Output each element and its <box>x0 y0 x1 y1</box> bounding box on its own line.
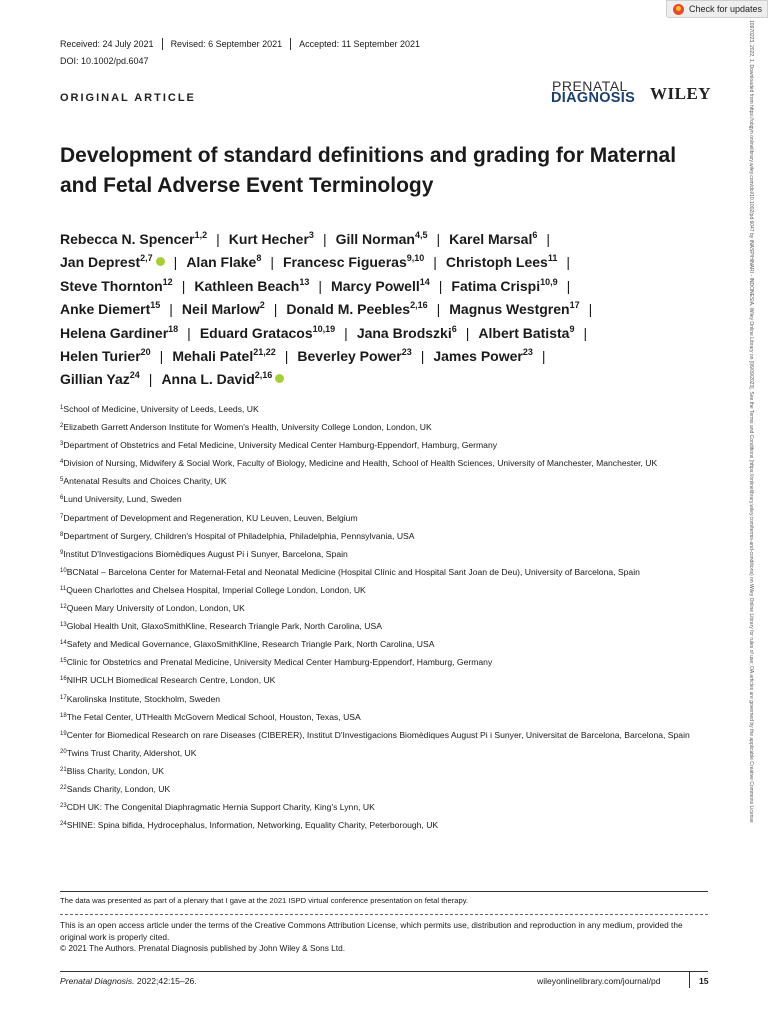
affiliation-item <box>60 527 730 545</box>
author-name: Alan Flake <box>186 254 257 271</box>
author-name: James Power <box>433 348 523 365</box>
author-name: Marcy Powell <box>331 277 420 294</box>
author-line <box>60 368 700 391</box>
author-line <box>60 345 700 368</box>
affiliation-text: School of Medicine, University of Leeds, Leeds, UK <box>63 404 259 414</box>
author-affiliation-ref: 2,16 <box>410 300 428 311</box>
author-affiliation-ref: 6 <box>532 230 538 240</box>
author-name: Anke Diemert <box>60 301 151 318</box>
copyright-text: © 2021 The Authors. Prenatal Diagnosis published by John Wiley & Sons Ltd. <box>60 943 345 953</box>
author-affiliation-ref: 23 <box>401 347 412 358</box>
license-text: This is an open access article under the terms of the Creative Commons Attribution License, which permits use, distribution and reproduction in any medium, provided the original work is properly cited. <box>60 920 683 942</box>
author-name: Eduard Gratacos <box>199 324 313 341</box>
affiliation-number: 15 <box>60 658 67 665</box>
affiliation-number: 21 <box>60 766 67 773</box>
affiliation-text: Department of Surgery, Children's Hospital of Philadelphia, Philadelphia, Pennsylvania, USA <box>63 530 415 541</box>
author-separator: | <box>187 324 191 341</box>
author-name: Helen Turier <box>60 348 141 365</box>
author-name: Magnus Westgren <box>449 301 570 318</box>
affiliation-text: Queen Mary University of London, London, UK <box>66 603 245 614</box>
download-watermark <box>748 20 760 1010</box>
author-affiliation-ref: 6 <box>451 323 457 334</box>
author-separator: | <box>588 301 593 318</box>
affiliation-number: 11 <box>60 585 67 592</box>
affiliation-text: Institut D'Investigacions Biomèdiques August Pi i Sunyer, Barcelona, Spain <box>63 548 348 559</box>
author-separator: | <box>465 324 470 341</box>
author-affiliation-ref: 10,19 <box>312 323 336 334</box>
affiliation-text: CDH UK: The Congenital Diaphragmatic Hernia Support Charity, King's Lynn, UK <box>66 802 375 813</box>
author-separator: | <box>420 348 425 365</box>
affiliation-text: Safety and Medical Governance, GlaxoSmithKline, Research Triangle Park, North Carolina, USA <box>66 639 435 650</box>
author-name: Fatima Crispi <box>451 277 541 294</box>
author-affiliation-ref: 24 <box>129 370 140 381</box>
affiliation-number: 5 <box>60 477 64 484</box>
author-separator: | <box>344 324 348 341</box>
divider <box>60 891 708 892</box>
affiliation-item <box>60 581 730 599</box>
affiliation-item <box>60 726 730 744</box>
affiliation-text: Queen Charlottes and Chelsea Hospital, Imperial College London, London, UK <box>66 584 366 595</box>
affiliation-item <box>60 653 730 671</box>
author-name: Donald M. Peebles <box>286 301 411 318</box>
author-line <box>60 322 700 345</box>
affiliation-text: Department of Obstetrics and Fetal Medicine, University Medical Center Hamburg-Eppendorf, Hamburg, Germany <box>63 440 498 451</box>
affiliation-item <box>60 708 730 726</box>
author-line <box>60 251 700 274</box>
author-separator: | <box>216 231 220 247</box>
author-separator: | <box>436 231 441 247</box>
author-affiliation-ref: 14 <box>419 276 430 287</box>
footnote: The data was presented as part of a plenary that I gave at the 2021 ISPD virtual conference presentation on fetal therapy. <box>60 896 469 905</box>
author-affiliation-ref: 23 <box>522 347 533 358</box>
author-affiliation-ref: 9,10 <box>406 253 425 264</box>
journal-logo-line2: DIAGNOSIS <box>551 90 636 106</box>
affiliation-number: 2 <box>60 423 64 430</box>
page-number: 15 <box>699 976 709 986</box>
affiliation-item <box>60 472 730 490</box>
affiliation-item <box>60 671 730 689</box>
affiliation-item <box>60 816 730 834</box>
author-line <box>60 298 700 321</box>
author-affiliation-ref: 13 <box>299 276 310 287</box>
journal-url[interactable]: wileyonlinelibrary.com/journal/pd <box>537 976 661 986</box>
author-name: Albert Batista <box>478 324 570 341</box>
accepted-date: Accepted: 11 September 2021 <box>299 39 421 49</box>
license-block <box>60 920 710 955</box>
author-affiliation-ref: 18 <box>168 323 179 334</box>
check-updates-label: Check for updates <box>689 4 763 14</box>
author-separator: | <box>169 301 173 318</box>
journal-citation <box>60 976 197 986</box>
affiliation-item <box>60 400 730 418</box>
affiliation-item <box>60 563 730 581</box>
author-line <box>60 228 700 251</box>
affiliation-number: 14 <box>60 640 67 647</box>
orcid-icon[interactable] <box>275 374 284 383</box>
divider <box>60 914 708 915</box>
divider <box>162 38 163 50</box>
affiliation-item <box>60 798 730 816</box>
affiliation-item <box>60 490 730 508</box>
author-name: Jana Brodszki <box>356 324 452 341</box>
divider <box>290 38 291 50</box>
affiliation-number: 4 <box>60 459 64 466</box>
author-affiliation-ref: 2,7 <box>140 253 153 264</box>
author-separator: | <box>438 277 443 294</box>
affiliation-text: Clinic for Obstetrics and Prenatal Medicine, University Medical Center Hamburg-Eppendorf, Hamburg, Germany <box>66 657 493 668</box>
author-name: Mehali Patel <box>172 348 254 365</box>
affiliation-text: The Fetal Center, UTHealth McGovern Medical School, Houston, Texas, USA <box>66 711 361 722</box>
publisher-logo: WILEY <box>650 84 712 103</box>
author-separator: | <box>546 231 551 247</box>
affiliation-text: Karolinska Institute, Stockholm, Sweden <box>66 693 221 704</box>
affiliation-number: 12 <box>60 604 67 611</box>
article-type: ORIGINAL ARTICLE <box>60 92 196 104</box>
affiliation-number: 20 <box>60 748 67 755</box>
affiliation-text: Bliss Charity, London, UK <box>66 765 164 776</box>
affiliation-number: 13 <box>60 622 67 629</box>
author-affiliation-ref: 10,9 <box>540 276 558 287</box>
author-separator: | <box>284 348 289 365</box>
author-separator: | <box>270 254 274 271</box>
author-affiliation-ref: 2,16 <box>254 370 273 381</box>
author-name: Christoph Lees <box>445 254 548 271</box>
author-affiliation-ref: 11 <box>547 253 558 264</box>
received-date: Received: 24 July 2021 <box>60 39 154 49</box>
affiliation-text: Center for Biomedical Research on rare Diseases (CIBERER), Institut D'Investigacions Biomèdiques August Pi i Sunyer, Universitat de Barcelona, Barcelona, Spain <box>66 729 690 740</box>
revised-date: Revised: 6 September 2021 <box>170 39 283 49</box>
author-affiliation-ref: 8 <box>256 253 262 264</box>
affiliation-number: 7 <box>60 513 64 520</box>
affiliation-number: 8 <box>60 531 64 538</box>
author-separator: | <box>566 254 570 271</box>
affiliation-number: 10 <box>60 567 67 574</box>
journal-name: Prenatal Diagnosis. <box>60 976 135 986</box>
affiliations-list <box>60 400 730 834</box>
affiliation-number: 9 <box>60 549 64 556</box>
author-separator: | <box>173 254 178 271</box>
author-name: Francesc Figueras <box>283 254 407 271</box>
author-affiliation-ref: 9 <box>569 323 575 334</box>
author-affiliation-ref: 21,22 <box>253 347 276 358</box>
author-name: Gillian Yaz <box>60 371 130 388</box>
author-name: Rebecca N. Spencer <box>60 231 195 247</box>
divider <box>689 972 690 988</box>
affiliation-text: Lund University, Lund, Sweden <box>63 494 182 505</box>
article-history <box>60 38 420 50</box>
author-separator: | <box>181 277 186 294</box>
author-name: Jan Deprest <box>60 254 141 271</box>
journal-logo-line1: PRENATAL <box>552 78 628 94</box>
doi[interactable]: DOI: 10.1002/pd.6047 <box>60 56 149 66</box>
author-separator: | <box>583 324 588 341</box>
author-affiliation-ref: 12 <box>162 276 173 287</box>
author-affiliation-ref: 1,2 <box>194 230 208 240</box>
affiliation-text: Global Health Unit, GlaxoSmithKline, Research Triangle Park, North Carolina, USA <box>66 621 382 632</box>
affiliation-number: 23 <box>60 803 67 810</box>
author-affiliation-ref: 4,5 <box>414 230 428 240</box>
affiliation-item <box>60 635 730 653</box>
author-affiliation-ref: 3 <box>308 230 314 240</box>
author-name: Gill Norman <box>335 231 415 247</box>
affiliation-item <box>60 780 730 798</box>
affiliation-number: 16 <box>60 676 67 683</box>
affiliation-text: BCNatal – Barcelona Center for Maternal-Fetal and Neonatal Medicine (Hospital Clínic and Hospital Sant Joan de Deu), University of Barcelona, Spain <box>66 566 640 577</box>
affiliation-text: Twins Trust Charity, Aldershot, UK <box>66 747 197 758</box>
author-separator: | <box>148 371 153 388</box>
author-name: Beverley Power <box>297 348 402 365</box>
affiliation-text: NIHR UCLH Biomedical Research Centre, London, UK <box>66 675 276 686</box>
author-name: Anna L. David <box>161 371 255 388</box>
author-line <box>60 275 700 298</box>
affiliation-text: Antenatal Results and Choices Charity, UK <box>63 476 227 487</box>
volume-pages: 2022;42:15–26. <box>134 976 197 986</box>
author-separator: | <box>318 277 323 294</box>
affiliation-number: 19 <box>60 730 67 737</box>
affiliation-text: Department of Development and Regeneration, KU Leuven, Leuven, Belgium <box>63 512 358 523</box>
affiliation-number: 1 <box>60 405 64 411</box>
affiliation-number: 3 <box>60 441 64 448</box>
affiliation-number: 6 <box>60 495 64 502</box>
affiliation-item <box>60 545 730 563</box>
affiliation-item <box>60 617 730 635</box>
author-separator: | <box>159 348 164 365</box>
author-list <box>60 228 700 392</box>
orcid-icon[interactable] <box>156 257 165 266</box>
author-affiliation-ref: 17 <box>569 300 580 311</box>
author-separator: | <box>436 301 441 318</box>
author-name: Karel Marsal <box>449 231 533 247</box>
affiliation-item <box>60 762 730 780</box>
affiliation-item <box>60 744 730 762</box>
author-separator: | <box>273 301 278 318</box>
article-title: Development of standard definitions and grading for Maternal and Fetal Adverse Event Terminology <box>60 144 677 197</box>
affiliation-number: 18 <box>60 712 67 719</box>
affiliation-item <box>60 418 730 436</box>
affiliation-number: 24 <box>60 821 67 828</box>
download-watermark-text: 10970223, 2022, 1, Downloaded from https://obgyn.onlinelibrary.wiley.com/doi/10.1002/pd.6047 by INASP/HINARI - INDONESIA, Wiley Online Library on [06/09/2023]. See the Terms and Conditions (https://onlinelibrary.wiley.com/terms-and-conditions) on Wiley Online Library for rules of use; OA articles are governed by the applicable Creative Commons License <box>748 20 754 823</box>
author-name: Kathleen Beach <box>194 277 300 294</box>
author-separator: | <box>541 348 546 365</box>
affiliation-number: 17 <box>60 694 67 701</box>
author-separator: | <box>322 231 327 247</box>
author-name: Kurt Hecher <box>228 231 309 247</box>
crossmark-icon <box>673 4 684 15</box>
author-name: Steve Thornton <box>60 277 163 294</box>
affiliation-item <box>60 454 730 472</box>
author-affiliation-ref: 2 <box>259 300 265 311</box>
author-affiliation-ref: 20 <box>140 347 151 358</box>
author-name: Helena Gardiner <box>60 324 169 341</box>
affiliation-item <box>60 690 730 708</box>
check-for-updates-button[interactable] <box>666 0 768 18</box>
affiliation-item <box>60 599 730 617</box>
author-separator: | <box>433 254 437 271</box>
divider <box>60 971 708 972</box>
affiliation-text: Division of Nursing, Midwifery & Social Work, Faculty of Biology, Medicine and Health, School of Health Sciences, University of Manchester, Manchester, UK <box>63 458 658 469</box>
author-separator: | <box>566 277 571 294</box>
affiliation-text: Sands Charity, London, UK <box>66 783 171 794</box>
affiliation-number: 22 <box>60 784 67 791</box>
author-name: Neil Marlow <box>181 301 260 318</box>
author-affiliation-ref: 15 <box>150 300 161 311</box>
affiliation-item <box>60 509 730 527</box>
affiliation-text: SHINE: Spina bifida, Hydrocephalus, Information, Networking, Equality Charity, Peterborough, UK <box>66 820 439 831</box>
affiliation-item <box>60 436 730 454</box>
affiliation-text: Elizabeth Garrett Anderson Institute for Women's Health, University College London, London, UK <box>63 422 432 433</box>
